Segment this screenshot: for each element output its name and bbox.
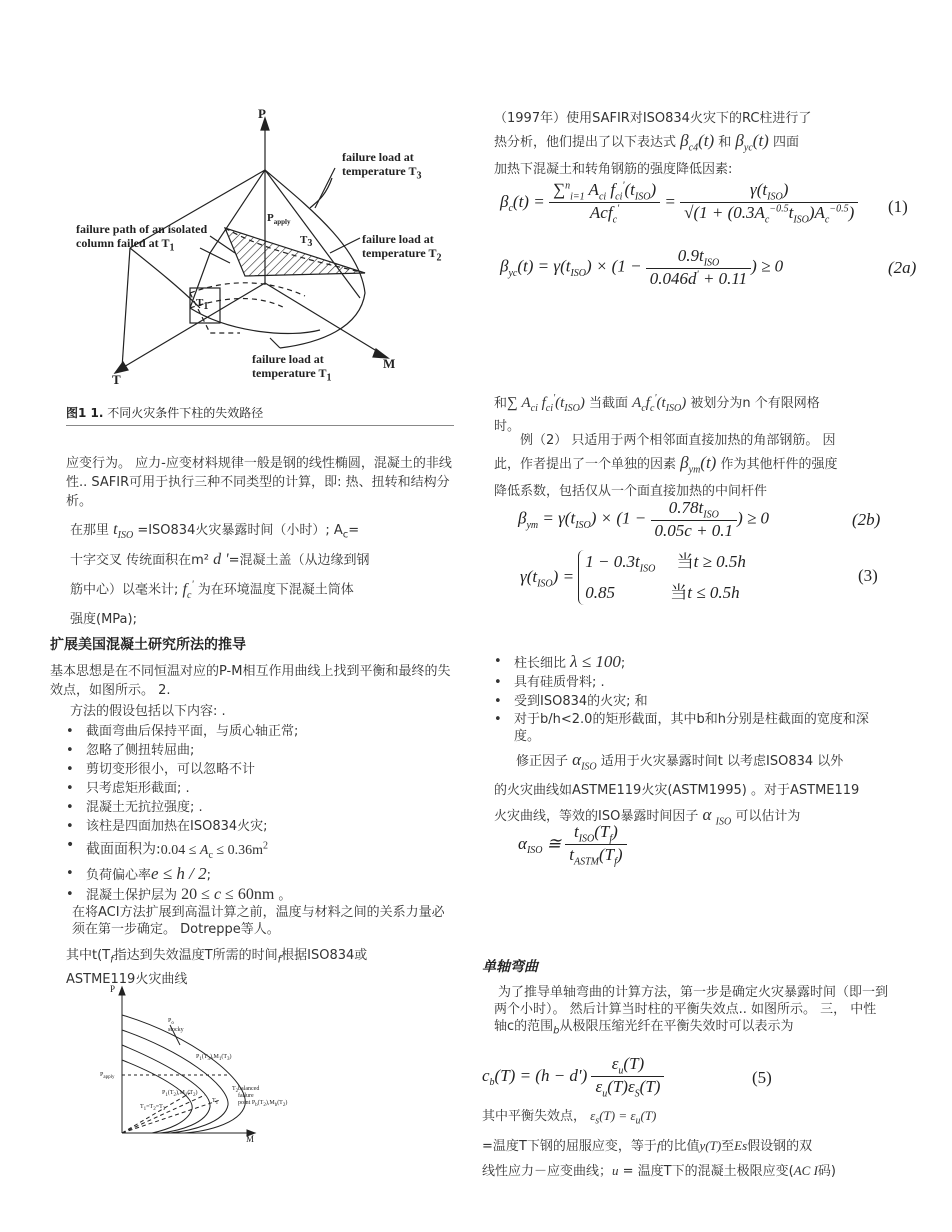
equation-2a: $\beta_{yc}(t) = \gamma(t_{ISO}) \times (1$ − $\frac{0.9t_{ISO}}{0.046d' + 0.11}$ ) ≥ 0 xyxy=(500,246,784,289)
fig2-t1: $T_1$ xyxy=(212,1098,219,1107)
left-para-2: 基本思想是在不同恒温对应的P-M相互作用曲线上找到平衡和最终的失效点，如图所示。 2. xyxy=(50,664,451,698)
axis-t-label: T xyxy=(112,372,121,387)
figure-1-caption: 图1 1. 不同火灾条件下柱的失效路径 xyxy=(66,404,454,426)
fig2-balanced: balanced failure point $P_b(T_2),M_b(T_2)$ xyxy=(238,1086,288,1109)
right-intro: （1997年）使用SAFIR对ISO834火灾下的RC柱进行了 热分析，他们提出了以下表达式 $\beta_{c4}(t)$ 和 $\beta_{yc}(t)$ 四面 加热下混凝土和转角钢筋的强度降低因素: xyxy=(494,111,812,178)
uniaxial-text: 为了推导单轴弯曲的计算方法，第一步是确定火灾暴露时间（即一到两个小时）。 然后计算当时柱的平衡失效点.. 如图所示。 三， 中性轴c的范围$_b$从极限压缩光纤在平衡失效时可以表示为 xyxy=(494,985,889,1037)
fig2-axis-p: P xyxy=(110,984,116,994)
label-p-apply: $P_{apply}$ xyxy=(267,212,291,227)
equation-5: $c_b(T) = (h - d')$ $\frac{\varepsilon_u(T)}{\varepsilon_u(T)\varepsilon_S(T)}$ xyxy=(482,1054,664,1100)
equation-5-definitions: 其中平衡失效点， $\varepsilon_s(T) = \varepsilon_u(T)$ =温度T下钢的屈服应变，等于f的比值y(T)至Es假设钢的双 线性应力－应变曲线；u = 温度T下的混凝土极限应变(AC I码) xyxy=(482,1108,836,1179)
sum-definition: 和∑ $A_{ci}$ $f_{ci}'(t_{ISO})$ 当截面 $A_cf_c'(t_{ISO})$ 被划分为n 个有限网格 时。 xyxy=(494,393,820,434)
correction-factor-text: 修正因子 $\alpha_{ISO}$ 适用于火灾暴露时间t 以考虑ISO834 以外 的火灾曲线如ASTME119火灾(ASTM1995) 。对于ASTME119 火灾曲线，等效的ISO暴露时间因子 α $_{ISO}$ 可以估计为 xyxy=(494,750,860,828)
figure-2-pm-curves xyxy=(100,985,280,1145)
list-item: • 忽略了侧扭转屈曲; xyxy=(66,741,456,760)
list-item: • 混凝土无抗拉强度; . xyxy=(66,798,456,817)
equation-3: $\gamma(t_{ISO})$ = $1 - 0.3t_{ISO}$ 当t ≥ 0.5h 0.85 当t ≤ 0.5h xyxy=(520,550,746,605)
list-item: • 只考虑矩形截面; . xyxy=(66,779,456,798)
list-item: • 剪切变形很小，可以忽略不计 xyxy=(66,760,456,779)
label-t1-box: $T_1$ xyxy=(196,297,209,313)
assumptions-list xyxy=(66,722,456,905)
label-failure-t2: failure load at temperature $T_2$ xyxy=(362,232,442,264)
left-para-3: 在将ACI方法扩展到高温计算之前，温度与材料之间的关系力量必须在第一步确定。 Dotreppe等人。 xyxy=(72,905,445,937)
equation-2a-number: (2a) xyxy=(888,258,917,277)
fig2-t-equal: $T_1=T_2=T_3$ xyxy=(140,1104,166,1113)
equation-2b-number: (2b) xyxy=(852,510,881,529)
equation-4: $\alpha_{ISO}$ ≅ $\frac{t_{ISO}(T_f)}{t_{ASTM}(T_f)}$ xyxy=(518,822,627,868)
equation-5-number: (5) xyxy=(752,1068,772,1087)
fig2-axis-m: M xyxy=(246,1134,255,1144)
list-item: • 负荷偏心率e ≤ h / 2; xyxy=(66,864,456,885)
left-para-4: 其中$t(T_f$指达到失效温度T所需的时间$_f$根据ISO834或 ASTME119火灾曲线 xyxy=(66,948,368,987)
list-item: • 该柱是四面加热在ISO834火灾; xyxy=(66,817,456,836)
axis-p-label: P xyxy=(258,106,266,121)
section-heading-aci: 扩展美国混凝土研究所法的推导 xyxy=(50,637,246,653)
label-t3-region: $T_3$ xyxy=(300,234,313,250)
section-heading-uniaxial: 单轴弯曲 xyxy=(482,959,538,975)
assumptions-intro: 方法的假设包括以下内容: . xyxy=(70,704,226,719)
label-failure-t3: failure load at temperature $T_3$ xyxy=(342,150,422,182)
conditions-list xyxy=(494,652,888,745)
list-item: • 柱长细比 λ ≤ 100; xyxy=(494,652,888,673)
list-item: • 截面弯曲后保持平面，与质心轴正常; xyxy=(66,722,456,741)
fig2-p-apply: $P_{apply}$ xyxy=(100,1072,115,1081)
example-2-text: 例（2） 只适用于两个相邻面直接加热的角部钢筋。 因 此，作者提出了一个单独的因素 $\beta_{ym}(t)$ 作为其他杆件的强度 降低系数，包括仅从一个面直接加热的中间杆件 xyxy=(494,433,838,500)
left-para-1: 应变行为。 应力-应变材料规律一般是钢的线性椭圆，混凝土的非线性.. SAFIR可用于执行三种不同类型的计算，即: 热、扭转和结构分析。 xyxy=(66,456,452,509)
definitions-block: 在那里 $t_{ISO} =ISO834$火灾暴露时间（小时）; $A_c=$ 十字交叉 传统面积在m² d '=混凝土盖（从边缘到钢 筋中心）以毫米计; $f_c'$ 为在环境温度下混凝土筒体 强度(MPa); xyxy=(70,521,370,627)
list-item: • 受到ISO834的火灾; 和 xyxy=(494,692,888,711)
axis-m-label: M xyxy=(383,356,396,371)
fig2-t2: $T_2$ xyxy=(232,1086,239,1095)
list-item: • 截面面积为:0.04 ≤ $A_c \le 0.36m^2$ xyxy=(66,836,456,864)
equation-1-number: (1) xyxy=(888,197,908,216)
label-failure-t1: failure load at temperature $T_1$ xyxy=(252,352,332,384)
fig2-pt3: $P_1(T_3),M_1(T_3)$ xyxy=(196,1054,232,1063)
equation-3-number: (3) xyxy=(858,566,878,585)
equation-1: $\beta_c(t)$ = $\frac{\sum^n_{i=1} A_{ci} f_{ci}'(t_{ISO})}{Acf_c'}$ = $\frac{\gamma(t_{ISO})}{√(1 + (0.3A_c^{-0.5}t_{ISO})A_c^{-0.5})}$ xyxy=(500,180,858,226)
fig2-pt2: $P_1(T_2),M_1(T_2)$ xyxy=(162,1090,198,1099)
list-item: • 混凝土保护层为 20 ≤ c ≤ 60nm 。 xyxy=(66,885,456,905)
list-item: • 对于b/h<2.0的矩形截面，其中b和h分别是柱截面的宽度和深度。 xyxy=(494,711,888,745)
equation-2b: $\beta_{ym} = \gamma(t_{ISO}) \times (1$ − $\frac{0.78t_{ISO}}{0.05c + 0.1}$ ) ≥ 0 xyxy=(518,498,770,541)
list-item: • 具有硅质骨料; . xyxy=(494,673,888,692)
fig2-p-stocky: $P_o$ stocky xyxy=(168,1018,184,1034)
label-failure-path: failure path of an isolated column failed at $T_1$ xyxy=(76,222,208,254)
